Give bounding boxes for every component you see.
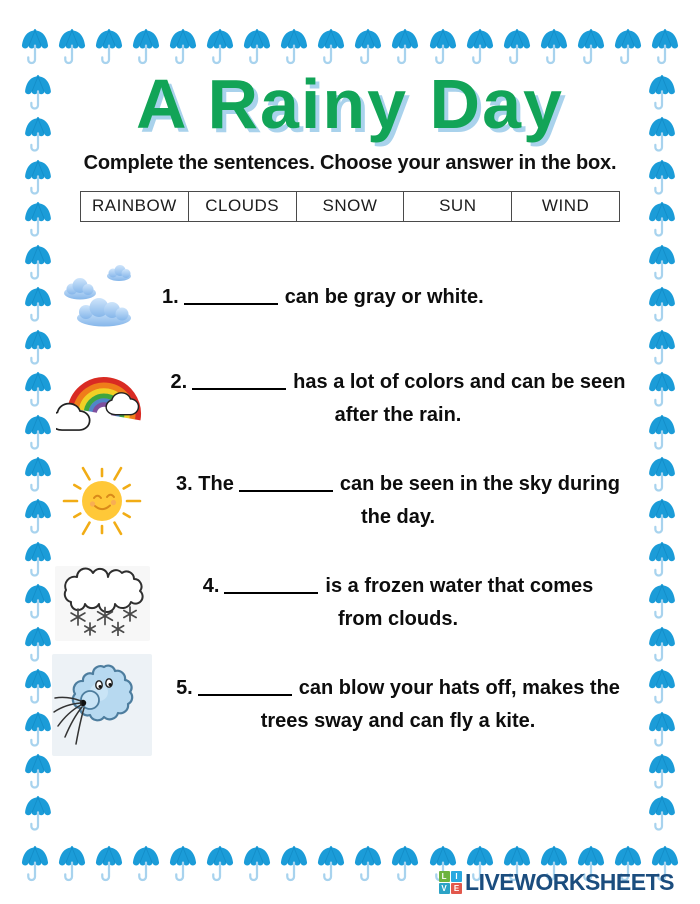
umbrella-icon — [647, 581, 677, 623]
liveworksheets-logo: L I V E — [439, 871, 463, 895]
umbrella-icon — [23, 412, 53, 454]
umbrella-icon — [650, 26, 680, 69]
umbrella-icon — [23, 581, 53, 623]
sentence-item-4 — [52, 552, 648, 654]
wind-cloud-icon — [52, 654, 152, 751]
umbrella-icon — [647, 242, 677, 284]
umbrella-icon — [23, 793, 53, 835]
umbrella-icon — [647, 284, 677, 326]
umbrella-icon — [647, 793, 677, 835]
worksheet-content — [52, 62, 648, 756]
instructions-text: Complete the sentences. Choose your answer in the box. — [83, 152, 617, 174]
umbrella-icon — [131, 843, 161, 886]
sentence-item-5 — [52, 654, 648, 756]
umbrella-icon — [23, 199, 53, 241]
umbrella-icon — [23, 157, 53, 199]
umbrella-icon — [647, 412, 677, 454]
word-box-option: CLOUDS — [188, 192, 296, 221]
umbrella-icon — [23, 666, 53, 708]
word-box-option: SUN — [403, 192, 511, 221]
word-box-option: RAINBOW — [92, 196, 177, 215]
sentence-number: 4. — [202, 575, 220, 597]
answer-blank[interactable] — [239, 470, 333, 492]
sentence-list — [52, 246, 648, 756]
umbrella-icon — [647, 624, 677, 666]
sentence-item-3 — [52, 450, 648, 552]
umbrella-border-left — [23, 72, 53, 836]
word-box-option: SNOW — [296, 192, 404, 221]
sentence-number: 3. — [176, 473, 193, 495]
sentence-number: 2. — [170, 371, 188, 393]
umbrella-icon — [647, 751, 677, 793]
rainbow-icon — [56, 358, 148, 440]
umbrella-icon — [23, 72, 53, 114]
answer-blank[interactable] — [184, 283, 278, 305]
umbrella-icon — [647, 157, 677, 199]
umbrella-icon — [647, 72, 677, 114]
umbrella-icon — [23, 369, 53, 411]
umbrella-icon — [23, 751, 53, 793]
umbrella-icon — [20, 843, 50, 886]
umbrella-icon — [168, 843, 198, 886]
umbrella-icon — [23, 539, 53, 581]
sentence-text: 3. The can be seen in the sky during the day. — [152, 468, 648, 534]
umbrella-icon — [94, 843, 124, 886]
umbrella-icon — [316, 843, 346, 886]
brand-text: LIVEWORKSHEETS — [465, 869, 674, 895]
umbrella-icon — [23, 284, 53, 326]
umbrella-icon — [647, 709, 677, 751]
umbrella-icon — [279, 843, 309, 886]
sentence-number: 1. — [162, 285, 179, 308]
answer-blank[interactable] — [198, 674, 292, 696]
sentence-item-2 — [52, 348, 648, 450]
footer — [439, 869, 674, 896]
umbrella-icon — [242, 843, 272, 886]
umbrella-icon — [647, 666, 677, 708]
umbrella-icon — [20, 26, 50, 69]
umbrella-icon — [647, 327, 677, 369]
answer-blank[interactable] — [192, 368, 286, 390]
umbrella-border-right — [647, 72, 677, 836]
sentence-text: 1. can be gray or white. — [152, 281, 648, 314]
umbrella-icon — [205, 843, 235, 886]
umbrella-icon — [647, 114, 677, 156]
umbrella-icon — [23, 114, 53, 156]
sentence-text: 4. is a frozen water that comes from clouds. — [152, 570, 648, 636]
sentence-number: 5. — [176, 677, 193, 699]
sun-icon — [56, 455, 148, 547]
answer-blank[interactable] — [224, 572, 318, 594]
umbrella-icon — [23, 709, 53, 751]
umbrella-icon — [23, 624, 53, 666]
sentence-text: 5. can blow your hats off, makes the trees sway and can fly a kite. — [152, 672, 648, 738]
snow-cloud-icon — [55, 566, 150, 636]
sentence-text: 2. has a lot of colors and can be seen after the rain. — [152, 366, 648, 432]
umbrella-icon — [390, 843, 420, 886]
word-box-option: WIND — [511, 192, 619, 221]
umbrella-icon — [647, 496, 677, 538]
umbrella-icon — [647, 454, 677, 496]
umbrella-icon — [23, 327, 53, 369]
umbrella-icon — [23, 496, 53, 538]
umbrella-icon — [353, 843, 383, 886]
umbrella-icon — [23, 242, 53, 284]
umbrella-icon — [647, 199, 677, 241]
umbrella-icon — [647, 539, 677, 581]
sentence-item-1 — [52, 246, 648, 348]
umbrella-icon — [57, 843, 87, 886]
page-title: A Rainy Day — [136, 65, 564, 143]
clouds-icon — [56, 261, 148, 333]
answer-word-box — [80, 191, 620, 222]
umbrella-icon — [647, 369, 677, 411]
umbrella-icon — [23, 454, 53, 496]
